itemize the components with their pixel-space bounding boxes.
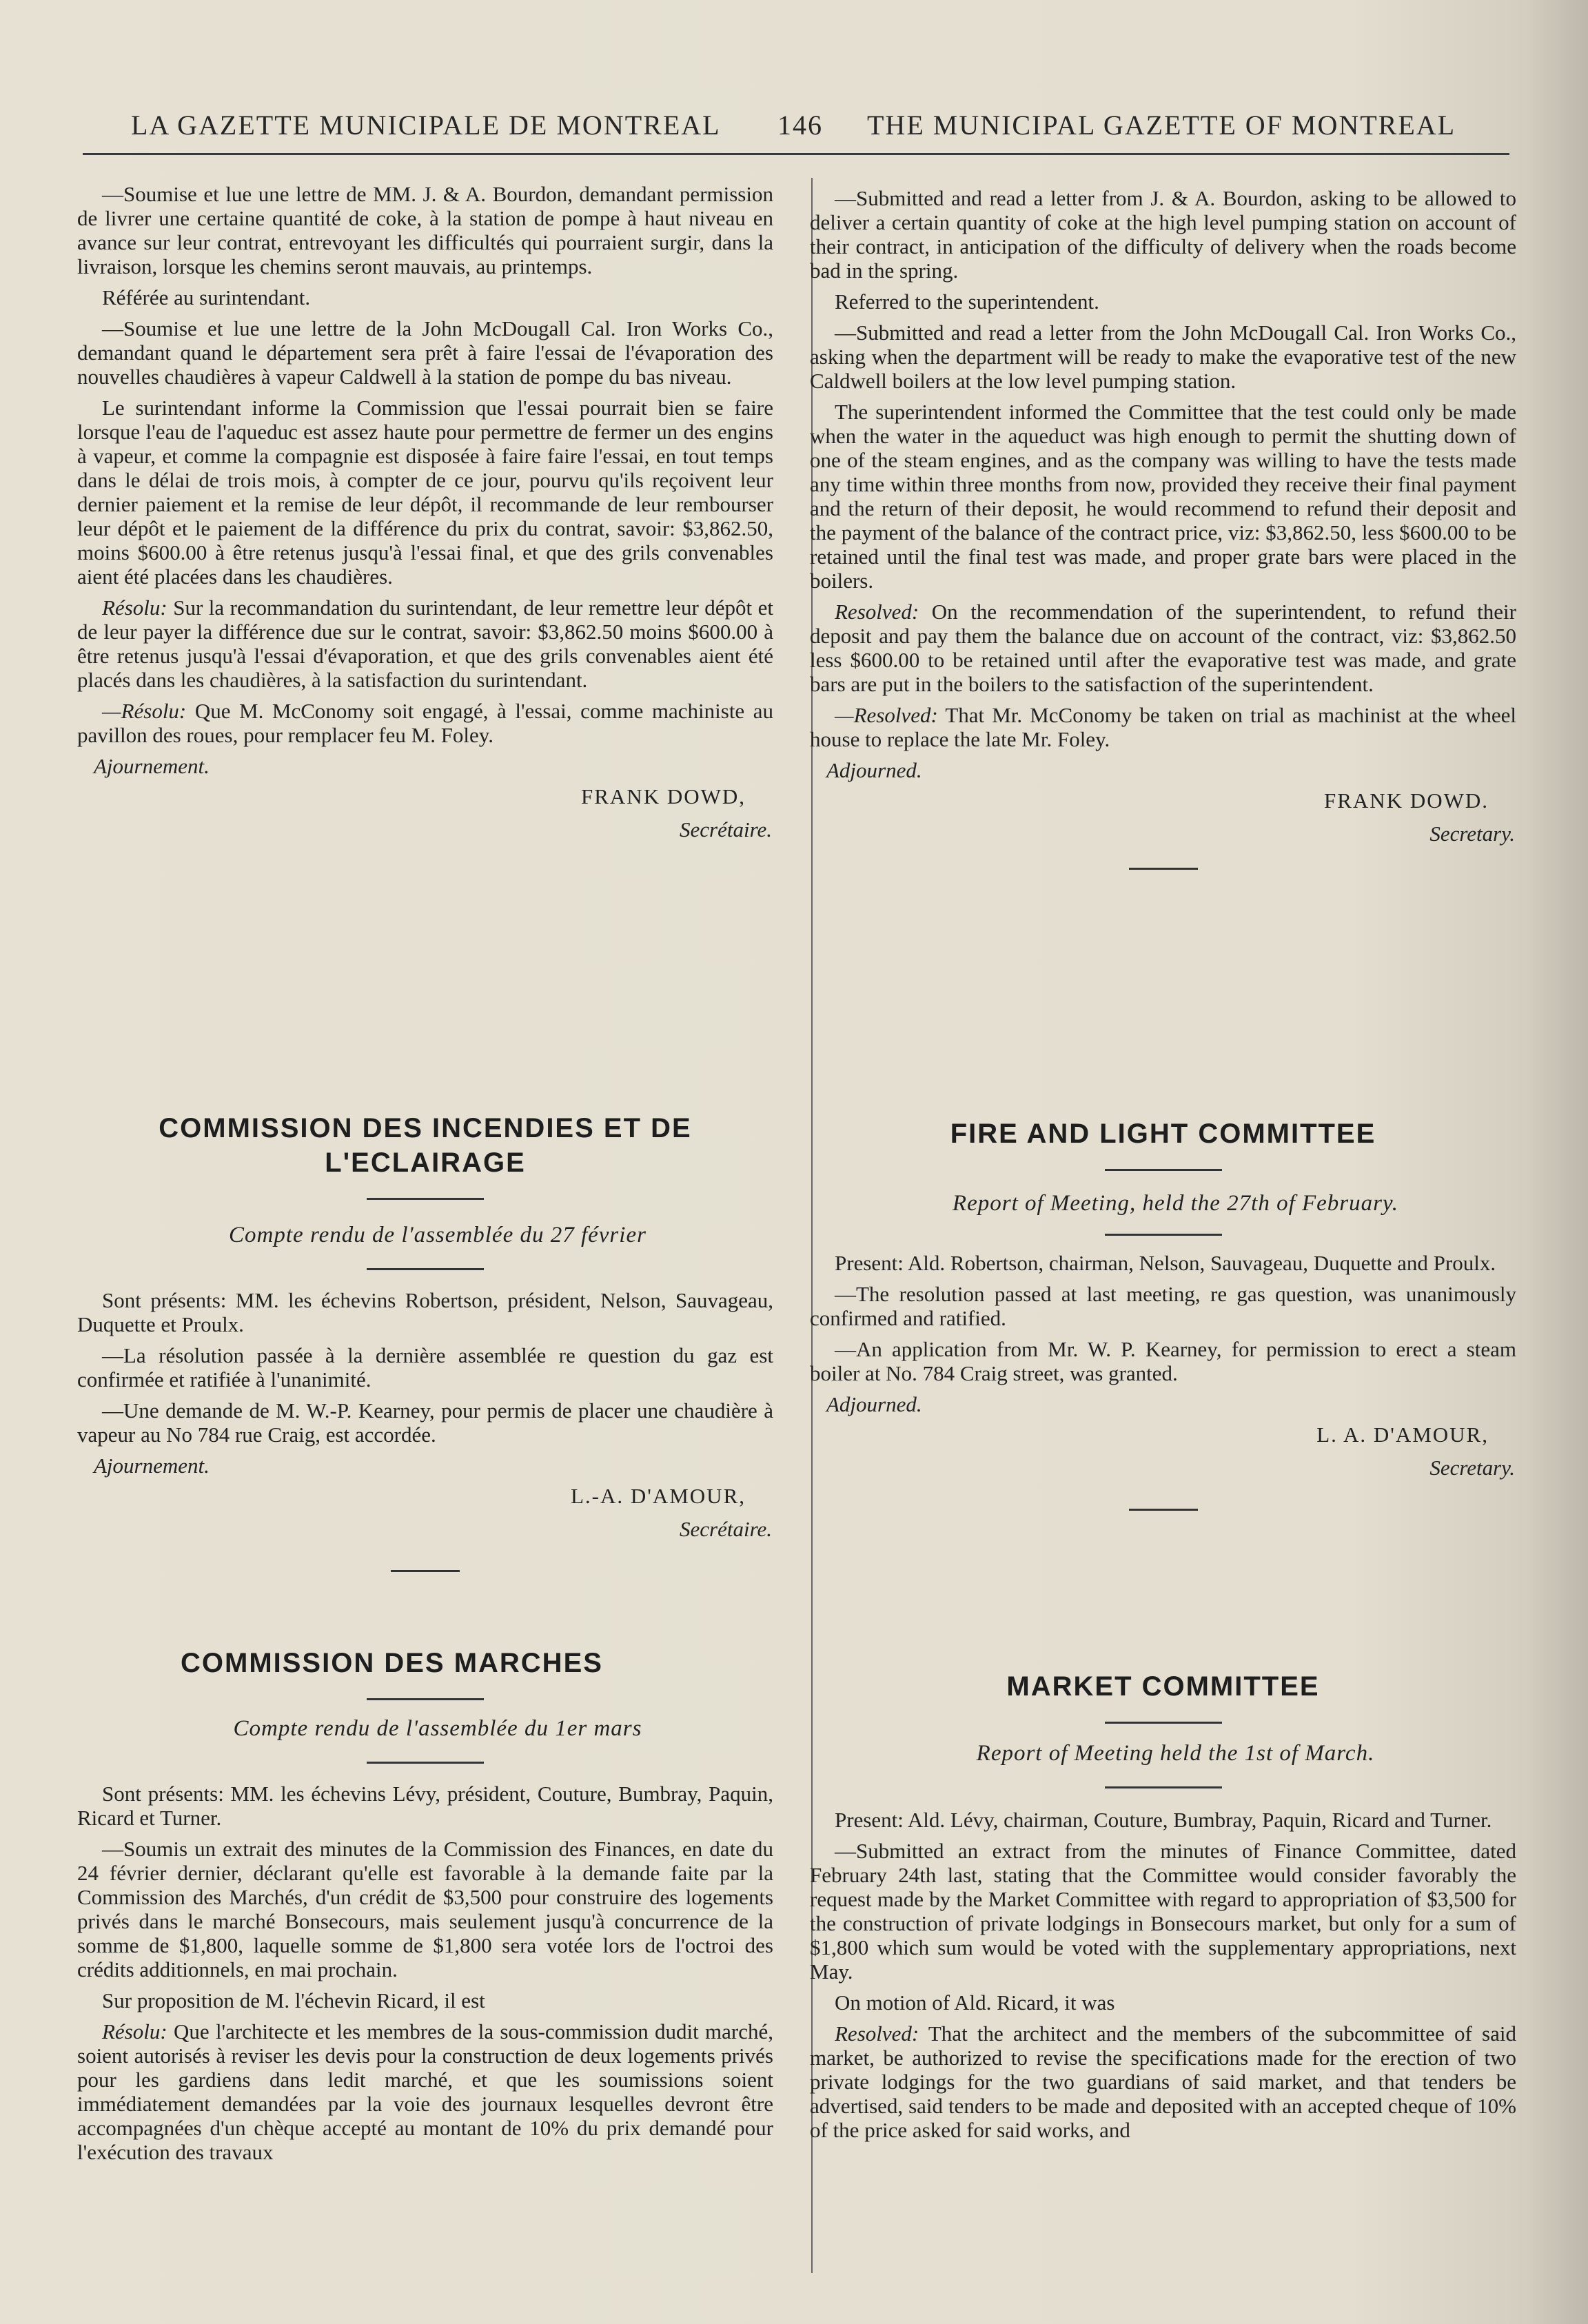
- fr-signature-1-title: Secrétaire.: [680, 817, 772, 842]
- en-market-subtitle: Report of Meeting held the 1st of March.: [976, 1741, 1375, 1766]
- fr-fire-end-rule: [391, 1570, 460, 1572]
- en-market-rule: [1105, 1722, 1222, 1724]
- fr-market-finance: —Soumis un extrait des minutes de la Commission des Finances, en date du 24 février dernier, déclarant qu'elle est favorable à la demande faite par la Commission des Marchés, d'un crédit de $3,500 pour construire des logements privés dans le marché Bonsecours, mais seulement jusqu'à concurrence de la somme de $1,800, laquelle somme de $1,800 sera votée lors de l'octroi des crédits additionnels, en mai prochain.: [77, 1837, 773, 1981]
- fr-fire-kearney: —Une demande de M. W.-P. Kearney, pour permis de placer une chaudière à vapeur au No 784 rue Craig, est accordée.: [77, 1398, 773, 1447]
- fr-market-rule-2: [367, 1762, 484, 1764]
- en-fire-subtitle: Report of Meeting, held the 27th of February.: [952, 1191, 1399, 1216]
- fr-fire-subtitle: Compte rendu de l'assemblée du 27 février: [229, 1223, 647, 1247]
- french-market-section: [77, 1646, 773, 2171]
- fr-adjournment-1: Ajournement.: [94, 754, 210, 778]
- fr-market-present: Sont présents: MM. les échevins Lévy, président, Couture, Bumbray, Paquin, Ricard et Turner.: [77, 1782, 773, 1830]
- en-fire-gas: —The resolution passed at last meeting, re gas question, was unanimously confirmed and ratified.: [810, 1282, 1516, 1330]
- fr-fire-rule: [367, 1198, 484, 1200]
- en-fire-kearney: —An application from Mr. W. P. Kearney, for permission to erect a steam boiler at No. 784 Craig street, was granted.: [810, 1337, 1516, 1385]
- en-market-motion: On motion of Ald. Ricard, it was: [835, 1990, 1115, 2015]
- en-market-heading: MARKET COMMITTEE: [1006, 1671, 1320, 1702]
- fr-fire-present: Sont présents: MM. les échevins Robertson, président, Nelson, Sauvageau, Duquette et Proulx.: [77, 1288, 773, 1336]
- en-mcdougall-letter: —Submitted and read a letter from the John McDougall Cal. Iron Works Co., asking when the department will be ready to make the evaporative test of the new Caldwell boilers at the low level pumping station.: [810, 320, 1516, 393]
- en-market-present: Present: Ald. Lévy, chairman, Couture, Bumbray, Paquin, Ricard and Turner.: [835, 1808, 1492, 1832]
- en-resolution-1: [810, 600, 1516, 696]
- fr-signature-2-name: L.-A. D'AMOUR,: [570, 1484, 746, 1508]
- page-number: 146: [777, 110, 823, 141]
- en-signature-2-title: Secretary.: [1429, 1456, 1515, 1480]
- fr-resolu-label-2: —Résolu:: [102, 699, 187, 723]
- en-market-resolved-label: Resolved:: [835, 2021, 919, 2046]
- fr-market-heading: COMMISSION DES MARCHES: [181, 1648, 603, 1678]
- fr-market-resolution: [77, 2019, 773, 2164]
- fr-signature-1-name: FRANK DOWD,: [581, 784, 746, 808]
- fr-market-motion: Sur proposition de M. l'échevin Ricard, il est: [102, 1988, 485, 2012]
- en-signature-1-name: FRANK DOWD.: [1324, 788, 1489, 813]
- en-market-rule-2: [1105, 1786, 1222, 1788]
- fr-referred: Référée au surintendant.: [102, 285, 311, 309]
- fr-signature-2-title: Secrétaire.: [680, 1517, 772, 1541]
- en-signature-1-title: Secretary.: [1429, 822, 1515, 846]
- english-fire-section: [810, 1117, 1516, 1511]
- fr-fire-rule-2: [367, 1268, 484, 1270]
- fr-market-resolu-label: Résolu:: [102, 2019, 167, 2043]
- en-superintendent-report: The superintendent informed the Committee that the test could only be made when the water in the aqueduct was high enough to permit the shutting down of one of the steam engines, and as the company was willing to have the tests made any time within three months from now, provided they receive their final payment and the return of their deposit, he would recommend to refund their deposit and the payment of the balance of the contract price, viz: $3,862.50, less $600.00 to be retained until the final test was made, and proper grate bars were placed in the boilers.: [810, 400, 1516, 593]
- header-title-english: THE MUNICIPAL GAZETTE OF MONTREAL: [867, 110, 1456, 141]
- en-adjournment-2: Adjourned.: [826, 1392, 922, 1416]
- fr-resolution-2: [77, 699, 773, 747]
- en-fire-end-rule: [1129, 1509, 1198, 1511]
- en-referred: Referred to the superintendent.: [835, 289, 1099, 314]
- en-fire-rule: [1105, 1169, 1222, 1171]
- fr-fire-heading: COMMISSION DES INCENDIES ET DE L'ECLAIRAGE: [159, 1113, 692, 1178]
- fr-superintendent-report: Le surintendant informe la Commission que l'essai pourrait bien se faire lorsque l'eau de l'aqueduc est assez haute pour permettre de fermer un des engins à vapeur, et comme la compagnie est disposée à faire faire l'essai, en tout temps dans le délai de trois mois, à compter de ce jour, pourvu qu'ils reçoivent leur dernier paiement et la remise de leur dépôt, il recommande de leur rembourser leur dépôt et le paiement de la différence du prix du contrat, savoir: $3,862.50, moins $600.00 à être retenus jusqu'à l'essai final, et que des grils convenables aient été placées dans les chaudières.: [77, 396, 773, 589]
- en-fire-rule-2: [1105, 1234, 1222, 1236]
- en-market-resolution-text: That the architect and the members of the subcommittee of said market, be authorized to revise the specifications made for the erection of two private lodgings for the two guardians of said market, and that tenders be advertised, said tenders to be made and deposited with an accepted cheque of 10% of the price asked for said works, and: [810, 2021, 1516, 2142]
- english-column-top: [810, 186, 1516, 870]
- fr-fire-gas: —La résolution passée à la dernière assemblée re question du gaz est confirmée et ratifiée à l'unanimité.: [77, 1343, 773, 1392]
- header-title-french: LA GAZETTE MUNICIPALE DE MONTREAL: [131, 110, 721, 141]
- french-column-top: [77, 182, 773, 850]
- en-bourdon-letter: —Submitted and read a letter from J. & A. Bourdon, asking to be allowed to deliver a certain quantity of coke at the high level pumping station on account of their contract, in anticipation of the difficulty of delivery when the roads become bad in the spring.: [810, 186, 1516, 283]
- en-adjournment-1: Adjourned.: [826, 758, 922, 782]
- english-market-section: [810, 1669, 1516, 2149]
- fr-resolu-label: Résolu:: [102, 595, 167, 620]
- en-resolution-2-text: That Mr. McConomy be taken on trial as machinist at the wheel house to replace the late Mr. Foley.: [810, 703, 1516, 751]
- fr-resolution-2-text: Que M. McConomy soit engagé, à l'essai, comme machiniste au pavillon des roues, pour remplacer feu M. Foley.: [77, 699, 774, 747]
- en-market-resolution: [810, 2021, 1516, 2142]
- fr-bourdon-letter: —Soumise et lue une lettre de MM. J. & A. Bourdon, demandant permission de livrer une certaine quantité de coke, à la station de pompe à haut niveau en avance sur leur contrat, entrevoyant les difficultés qui pourraient surgir, dans la livraison, lorsque les chemins seront mauvais, au printemps.: [77, 182, 773, 278]
- fr-resolution-1-text: Sur la recommandation du surintendant, de leur remettre leur dépôt et de leur payer la différence due sur le contrat, savoir: $3,862.50 moins $600.00 à être retenus jusqu'à l'essai d'évaporation, et que des grils convenables aient été placés dans les chaudières, à la satisfaction du surintendant.: [77, 595, 774, 692]
- french-fire-section: [77, 1111, 773, 1572]
- fr-resolution-1: [77, 595, 773, 692]
- header-rule: [83, 153, 1509, 155]
- en-top-end-rule: [1129, 868, 1198, 870]
- en-resolution-1-text: On the recommendation of the superintendent, to refund their deposit and pay them the balance due on account of the contract, viz: $3,862.50 less $600.00 to be retained until after the evaporative test was made, and grate bars are put in the boilers to the satisfaction of the superintendent.: [810, 600, 1516, 696]
- en-fire-present: Present: Ald. Robertson, chairman, Nelson, Sauvageau, Duquette and Proulx.: [835, 1251, 1496, 1275]
- en-resolution-2: [810, 703, 1516, 751]
- fr-mcdougall-letter: —Soumise et lue une lettre de la John McDougall Cal. Iron Works Co., demandant quand le département sera prêt à faire l'essai de l'évaporation des nouvelles chaudières à vapeur Caldwell à la station de pompe du bas niveau.: [77, 316, 773, 389]
- fr-market-resolution-text: Que l'architecte et les membres de la sous-commission dudit marché, soient autorisés à reviser les devis pour la construction de deux logements privés pour les gardiens dans ledit marché, et que les soumissions soient immédiatement demandées par la voie des journaux lesquelles devront être accompagnées d'un chèque accepté au montant de 10% du prix demandé pour l'exécution des travaux: [77, 2019, 773, 2164]
- en-resolved-label: Resolved:: [835, 600, 919, 624]
- fr-market-rule: [367, 1698, 484, 1700]
- fr-adjournment-2: Ajournement.: [94, 1454, 210, 1478]
- en-market-finance: —Submitted an extract from the minutes of Finance Committee, dated February 24th last, stating that the Committee would consider favorably the request made by the Market Committee with regard to appropriation of $3,500 for the construction of private lodgings in Bonsecours market, but only for a sum of $1,800 which sum would be voted with the supplementary appropriations, next May.: [810, 1839, 1516, 1984]
- en-fire-heading: FIRE AND LIGHT COMMITTEE: [950, 1119, 1376, 1149]
- fr-market-subtitle: Compte rendu de l'assemblée du 1er mars: [233, 1716, 642, 1741]
- en-signature-2-name: L. A. D'AMOUR,: [1316, 1423, 1489, 1447]
- en-resolved-label-2: —Resolved:: [835, 703, 938, 727]
